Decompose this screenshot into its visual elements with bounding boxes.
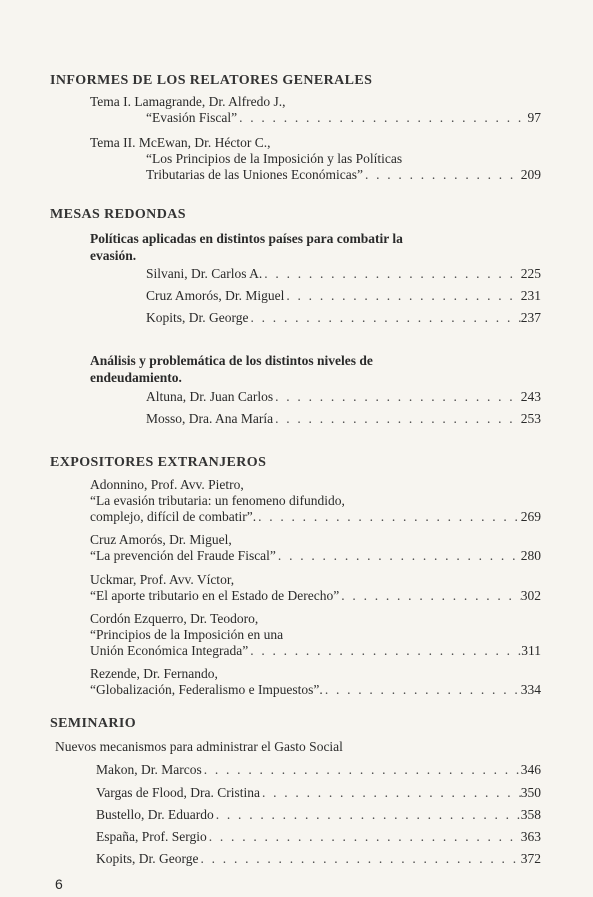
toc-entry-title: “Globalización, Federalismo e Impuestos”. — [90, 682, 323, 697]
page-ref: 372 — [520, 851, 541, 866]
page-ref: 243 — [520, 389, 541, 404]
toc-entry-line: “Principios de la Imposición en una — [90, 627, 284, 642]
page-ref: 269 — [520, 509, 541, 524]
toc-entry — [146, 288, 541, 304]
toc-entry-tema2 — [146, 167, 541, 183]
toc-entry-title: complejo, difícil de combatir”. — [90, 509, 257, 524]
section-heading-seminario: SEMINARIO — [50, 716, 137, 731]
toc-entry — [146, 266, 541, 282]
toc-entry-title: “Evasión Fiscal” — [146, 110, 238, 125]
toc-entry — [96, 785, 541, 801]
toc-entry — [96, 807, 541, 823]
page-ref: 358 — [520, 807, 541, 822]
toc-entry-title: Cruz Amorós, Dr. Miguel — [146, 288, 285, 303]
toc-entry-title: Mosso, Dra. Ana María — [146, 411, 274, 426]
toc-entry-line: Rezende, Dr. Fernando, — [90, 666, 218, 681]
dot-leader — [237, 110, 527, 126]
toc-entry — [146, 310, 541, 326]
toc-entry-title: Vargas de Flood, Dra. Cristina — [96, 785, 260, 800]
toc-entry-title: “El aporte tributario en el Estado de Derecho” — [90, 588, 340, 603]
page-ref: 302 — [520, 588, 541, 603]
toc-entry-title: Tributarias de las Uniones Económicas” — [146, 167, 363, 182]
toc-entry-title: Kopits, Dr. George — [146, 310, 249, 325]
dot-leader — [214, 807, 521, 823]
dot-leader — [207, 829, 521, 845]
toc-entry-uckmar — [90, 588, 541, 604]
toc-entry-title: Unión Económica Integrada” — [90, 643, 249, 658]
dot-leader — [276, 548, 521, 564]
toc-entry-title: Bustello, Dr. Eduardo — [96, 807, 214, 822]
toc-entry-cordon — [90, 643, 541, 659]
page-ref: 346 — [520, 762, 541, 777]
toc-entry — [146, 389, 541, 405]
page-ref: 280 — [520, 548, 541, 563]
section-heading-expositores: EXPOSITORES EXTRANJEROS — [50, 455, 267, 470]
dot-leader — [284, 288, 520, 304]
toc-entry-title: Silvani, Dr. Carlos A. — [146, 266, 263, 281]
page-ref: 363 — [520, 829, 541, 844]
toc-entry-rezende — [90, 682, 541, 698]
toc-entry-tema1-line1: Tema I. Lamagrande, Dr. Alfredo J., — [90, 94, 286, 109]
seminario-subtitle: Nuevos mecanismos para administrar el Gasto Social — [55, 739, 343, 754]
toc-entry-cruz — [90, 548, 541, 564]
page-number: 6 — [55, 876, 63, 892]
page-ref: 225 — [520, 266, 541, 281]
section-heading-mesas: MESAS REDONDAS — [50, 207, 186, 222]
page-ref: 334 — [520, 682, 541, 697]
page-ref: 350 — [520, 785, 541, 800]
toc-entry-tema2-line1: Tema II. McEwan, Dr. Héctor C., — [90, 135, 271, 150]
toc-entry-adonnino — [90, 509, 541, 525]
subsection-title-endeudamiento: Análisis y problemática de los distintos niveles de endeudamiento. — [90, 353, 373, 385]
toc-entry — [146, 411, 541, 427]
page-ref: 311 — [521, 643, 541, 658]
toc-entry-line: Cruz Amorós, Dr. Miguel, — [90, 532, 232, 547]
toc-entry-tema2-line2: “Los Principios de la Imposición y las Políticas — [146, 151, 403, 166]
toc-entry-title: España, Prof. Sergio — [96, 829, 207, 844]
toc-entry-line: “La evasión tributaria: un fenomeno difundido, — [90, 493, 345, 508]
toc-entry-title: Makon, Dr. Marcos — [96, 762, 202, 777]
dot-leader — [256, 509, 521, 525]
toc-entry-line: Adonnino, Prof. Avv. Pietro, — [90, 477, 244, 492]
dot-leader — [260, 785, 521, 801]
dot-leader — [202, 762, 521, 778]
toc-entry — [96, 829, 541, 845]
toc-entry-title: Altuna, Dr. Juan Carlos — [146, 389, 274, 404]
dot-leader — [199, 851, 521, 867]
section-heading-relatores: INFORMES DE LOS RELATORES GENERALES — [50, 73, 373, 88]
page-ref: 231 — [520, 288, 541, 303]
dot-leader — [273, 411, 521, 427]
toc-entry-tema1 — [146, 110, 541, 126]
page-ref: 209 — [520, 167, 541, 182]
toc-entry-line: Uckmar, Prof. Avv. Víctor, — [90, 572, 235, 587]
dot-leader — [262, 266, 520, 282]
dot-leader — [249, 310, 521, 326]
dot-leader — [273, 389, 521, 405]
toc-entry-title: Kopits, Dr. George — [96, 851, 199, 866]
dot-leader — [248, 643, 521, 659]
dot-leader — [339, 588, 520, 604]
page-ref: 237 — [520, 310, 541, 325]
subsection-title-evasion: Políticas aplicadas en distintos países para combatir la evasión. — [90, 231, 403, 263]
toc-entry — [96, 851, 541, 867]
toc-entry-line: Cordón Ezquerro, Dr. Teodoro, — [90, 611, 259, 626]
toc-entry-title: “La prevención del Fraude Fiscal” — [90, 548, 276, 563]
dot-leader — [363, 167, 521, 183]
page-ref: 97 — [527, 110, 541, 125]
dot-leader — [323, 682, 521, 698]
page-ref: 253 — [520, 411, 541, 426]
toc-entry — [96, 762, 541, 778]
